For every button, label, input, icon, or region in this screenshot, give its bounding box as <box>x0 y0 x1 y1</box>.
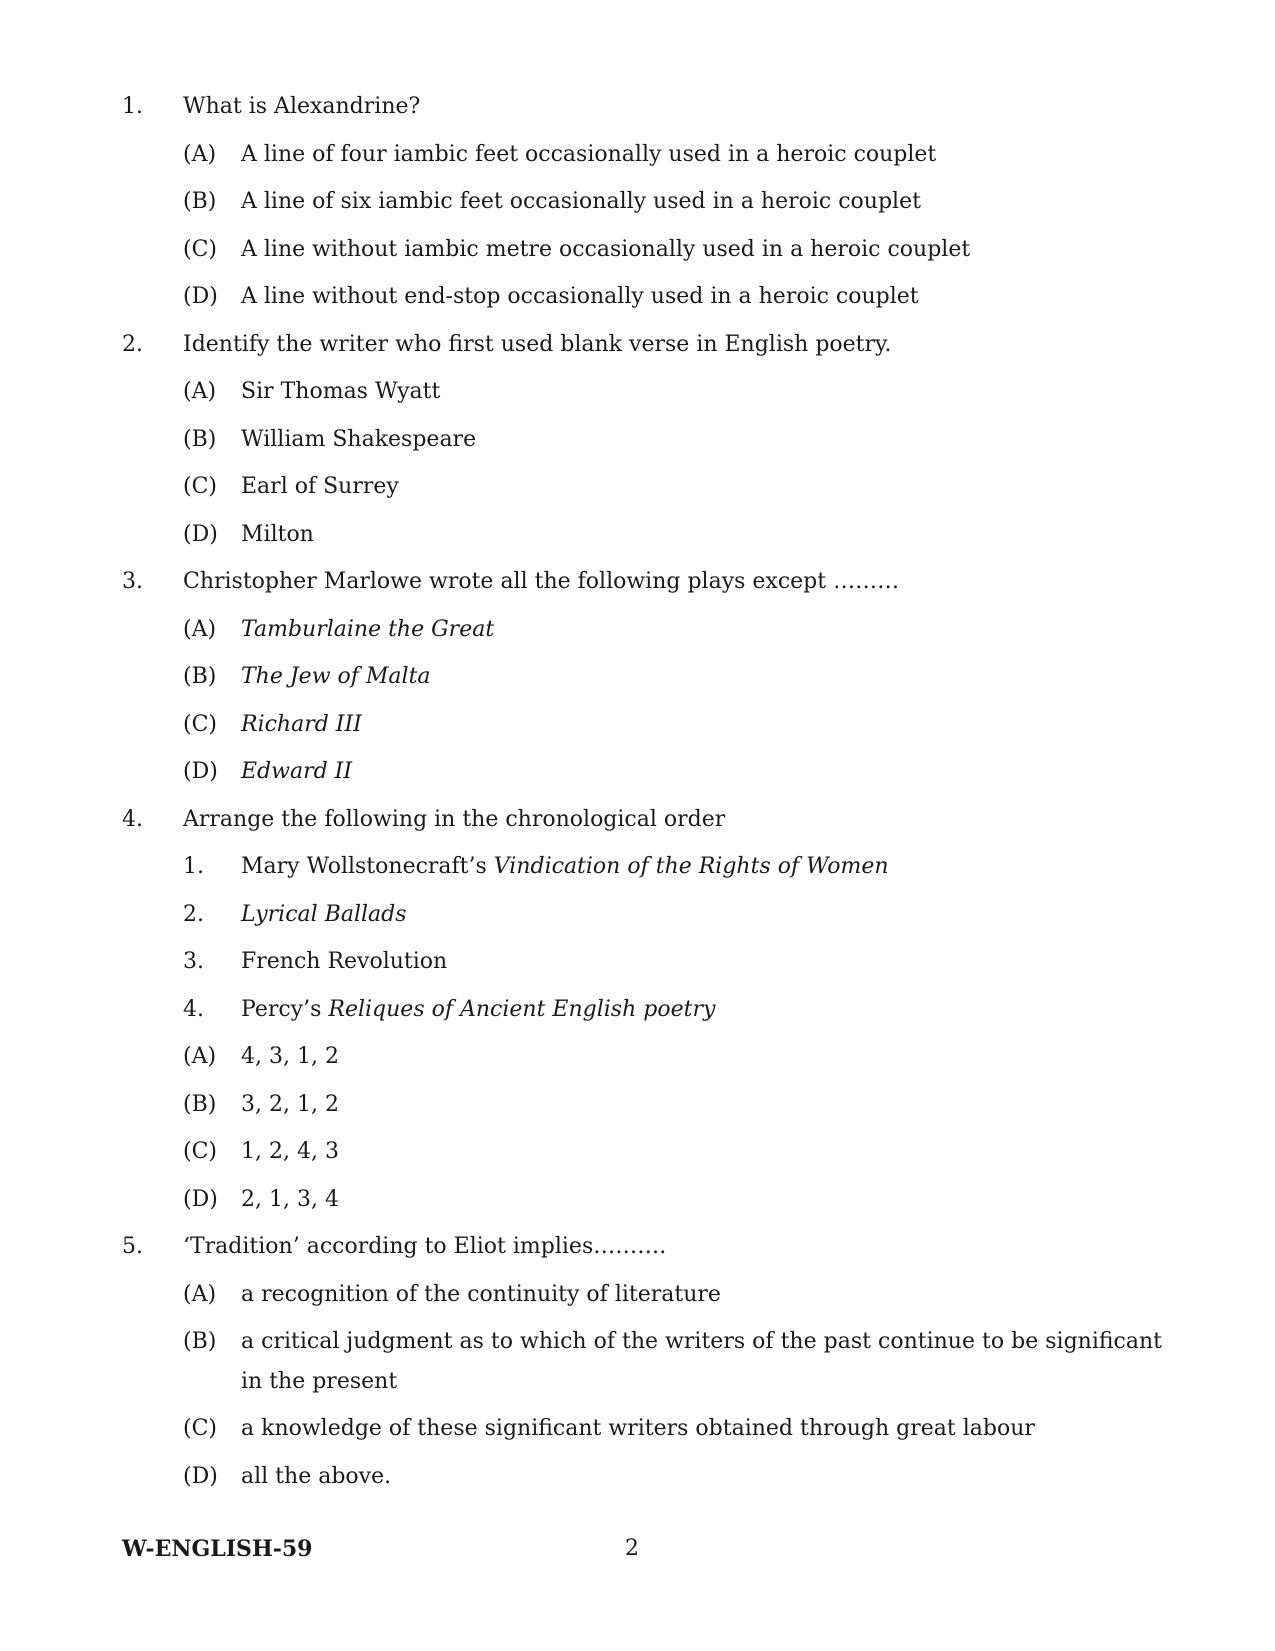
question-list <box>122 92 1162 1509</box>
option-4a <box>183 1042 1162 1072</box>
question-1 <box>122 92 1162 122</box>
option-label: (D) <box>183 284 218 309</box>
option-label: (C) <box>183 1139 217 1164</box>
item-prefix: French Revolution <box>241 949 448 974</box>
option-3d <box>183 757 1162 787</box>
option-3a <box>183 615 1162 645</box>
question-number: 3. <box>122 569 143 594</box>
item-label: 2. <box>183 901 204 927</box>
option-2b <box>183 425 1162 455</box>
option-label: (D) <box>183 759 218 784</box>
option-text: The Jew of Malta <box>241 664 431 689</box>
option-1c <box>183 235 1162 265</box>
question-5 <box>122 1232 1162 1262</box>
option-5d <box>183 1462 1162 1492</box>
item-label: 1. <box>183 854 204 879</box>
question-number: 2. <box>122 331 143 357</box>
question-text: Arrange the following in the chronological order <box>183 806 726 832</box>
paper-code: W-ENGLISH-59 <box>122 1536 313 1562</box>
item-text <box>241 900 1162 930</box>
list-item-4 <box>183 995 1162 1025</box>
option-1b <box>183 187 1162 217</box>
option-label: (C) <box>183 1416 217 1441</box>
list-item-3 <box>183 947 1162 977</box>
option-text: A line of six iambic feet occasionally used in a heroic couplet <box>241 189 921 214</box>
option-text: Sir Thomas Wyatt <box>241 379 441 404</box>
question-4 <box>122 805 1162 835</box>
option-5b <box>183 1322 1162 1402</box>
question-text: What is Alexandrine? <box>183 94 421 119</box>
option-1a <box>183 140 1162 170</box>
item-label: 3. <box>183 949 204 974</box>
question-text: ‘Tradition’ according to Eliot implies………. <box>183 1234 667 1259</box>
option-text: a recognition of the continuity of literature <box>241 1281 721 1307</box>
question-text: Christopher Marlowe wrote all the following plays except ……… <box>183 569 900 594</box>
item-prefix: Mary Wollstonecraft’s <box>241 854 494 879</box>
option-4b <box>183 1090 1162 1120</box>
option-2a <box>183 377 1162 407</box>
option-3b <box>183 662 1162 692</box>
option-text: William Shakespeare <box>241 426 477 452</box>
option-2d <box>183 520 1162 550</box>
option-label: (B) <box>183 664 217 689</box>
option-text: Richard III <box>241 711 362 737</box>
page-number: 2 <box>625 1536 639 1561</box>
option-2c <box>183 472 1162 502</box>
option-text: Tamburlaine the Great <box>241 616 495 642</box>
question-number: 5. <box>122 1234 143 1259</box>
option-text: a critical judgment as to which of the writers of the past continue to be significant in the present <box>241 1329 1162 1394</box>
option-5a <box>183 1280 1162 1310</box>
option-4c <box>183 1137 1162 1167</box>
question-text: Identify the writer who first used blank verse in English poetry. <box>183 331 892 357</box>
option-text: 2, 1, 3, 4 <box>241 1186 339 1212</box>
option-label: (C) <box>183 711 217 737</box>
option-label: (B) <box>183 1091 217 1117</box>
item-title: Lyrical Ballads <box>241 901 407 927</box>
option-label: (C) <box>183 236 217 262</box>
list-item-2 <box>183 900 1162 930</box>
option-label: (D) <box>183 521 218 547</box>
item-label: 4. <box>183 996 204 1022</box>
option-label: (B) <box>183 189 217 214</box>
item-text <box>241 995 1162 1025</box>
option-text: A line without end-stop occasionally used in a heroic couplet <box>241 284 919 309</box>
option-text: A line of four iambic feet occasionally used in a heroic couplet <box>241 141 937 167</box>
option-text: A line without iambic metre occasionally used in a heroic couplet <box>241 236 971 262</box>
option-label: (B) <box>183 1329 217 1354</box>
option-text: Milton <box>241 521 314 547</box>
option-5c <box>183 1414 1162 1444</box>
item-prefix: Percy’s <box>241 996 329 1022</box>
question-number: 4. <box>122 806 143 832</box>
option-text: Edward II <box>241 759 353 784</box>
option-label: (A) <box>183 1281 217 1307</box>
option-text: 3, 2, 1, 2 <box>241 1091 339 1117</box>
option-label: (A) <box>183 141 217 167</box>
option-3c <box>183 710 1162 740</box>
item-text <box>241 947 1162 977</box>
option-label: (D) <box>183 1186 218 1212</box>
option-label: (B) <box>183 426 217 452</box>
option-text: Earl of Surrey <box>241 474 399 499</box>
option-label: (D) <box>183 1463 218 1489</box>
question-number: 1. <box>122 94 143 119</box>
option-1d <box>183 282 1162 312</box>
option-label: (A) <box>183 616 217 642</box>
option-text: all the above. <box>241 1463 392 1489</box>
question-3 <box>122 567 1162 597</box>
option-label: (A) <box>183 1044 217 1069</box>
list-item-1 <box>183 852 1162 882</box>
option-label: (A) <box>183 379 217 404</box>
question-2 <box>122 330 1162 360</box>
option-label: (C) <box>183 474 217 499</box>
item-text <box>241 852 1162 882</box>
item-title: Reliques of Ancient English poetry <box>328 996 716 1022</box>
option-text: 1, 2, 4, 3 <box>241 1139 339 1164</box>
option-text: 4, 3, 1, 2 <box>241 1044 339 1069</box>
item-title: Vindication of the Rights of Women <box>493 854 889 879</box>
option-text: a knowledge of these significant writers obtained through great labour <box>241 1416 1035 1441</box>
option-4d <box>183 1185 1162 1215</box>
